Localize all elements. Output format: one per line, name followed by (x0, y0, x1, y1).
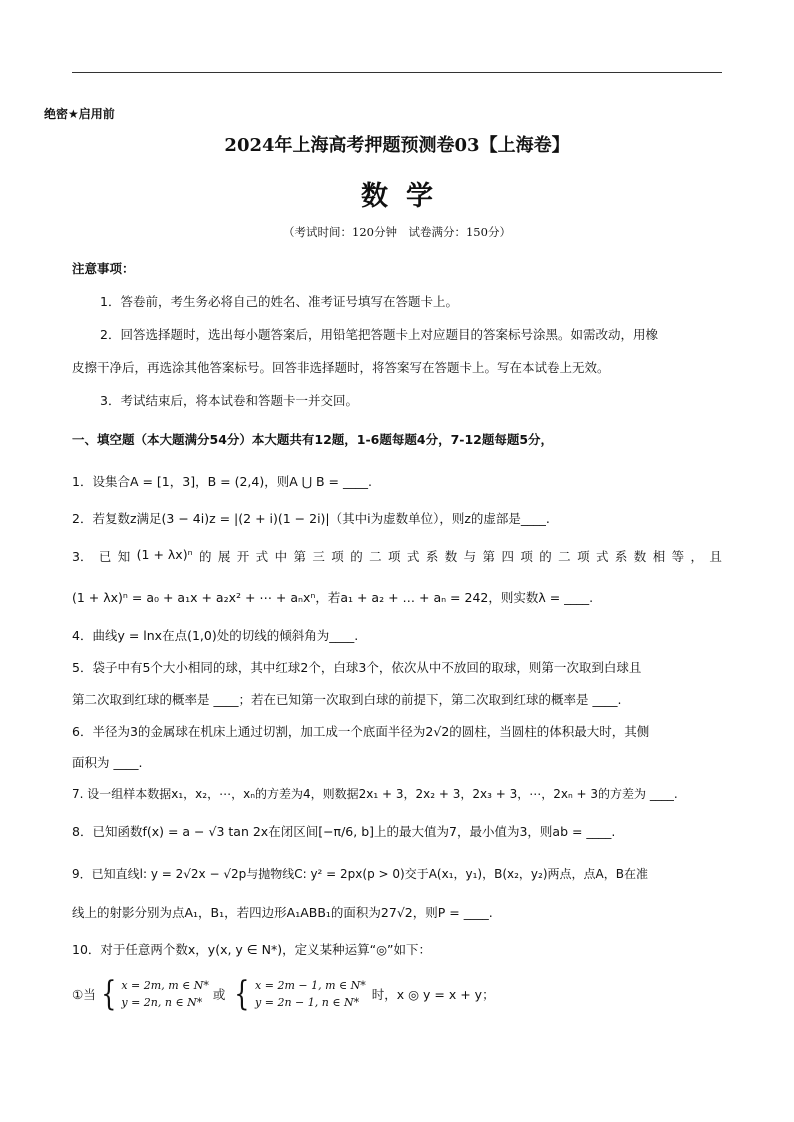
case-1b: y = 2n, n ∈ N* (121, 996, 203, 1009)
question-3-token: 式 (595, 549, 609, 564)
left-brace: { (100, 974, 117, 1014)
question-3-token: 项 (331, 549, 344, 564)
question-4: 4．曲线y = lnx在点(1,0)处的切线的倾斜角为____. (72, 628, 359, 643)
exam-info: （考试时间：120分钟 试卷满分：150分） (283, 225, 511, 239)
question-3-token: 数 (633, 549, 647, 564)
question-3-token: 的 (539, 549, 552, 564)
question-3-token: 数 (444, 549, 458, 564)
question-3-token: 二 (558, 549, 571, 564)
question-3-token: 中 (274, 549, 288, 564)
section-1-heading: 一、填空题（本大题满分54分）本大题共有12题，1-6题每题4分，7-12题每题5分， (72, 432, 554, 447)
question-3-token: (1 + λx)ⁿ (136, 547, 193, 562)
question-3-token: 项 (388, 549, 401, 564)
question-3-token: 系 (614, 549, 628, 564)
question-3-token: 已 (98, 549, 112, 564)
question-3-token: 且 (709, 549, 722, 564)
exam-title: 2024年上海高考押题预测卷03【上海卷】 (224, 135, 570, 156)
question-3-token: 第 (482, 549, 496, 564)
question-3-token: 开 (236, 549, 250, 564)
question-6-line1: 6．半径为3的金属球在机床上通过切割，加工成一个底面半径为2√2的圆柱，当圆柱的体积最大时，其侧 (72, 724, 650, 739)
question-3-token: 知 (117, 549, 131, 564)
question-3-line2: (1 + λx)ⁿ = a₀ + a₁x + a₂x² + ⋯ + aₙxⁿ，若a₁ + a₂ + … + aₙ = 242，则实数λ = ____. (72, 590, 594, 605)
question-1: 1．设集合A = [1，3]，B = (2,4)，则A ⋃ B = ____. (72, 474, 372, 489)
top-rule (72, 72, 722, 73)
question-2: 2．若复数z满足(3 − 4i)z = |(2 + i)(1 − 2i)|（其中i为虚数单位），则z的虚部是____. (72, 511, 550, 526)
question-10-rule-1 (72, 974, 495, 1014)
question-3-token: 三 (312, 549, 325, 564)
question-8: 8．已知函数f(x) = a − √3 tan 2x在闭区间[−π/6, b]上的最大值为7，最小值为3，则ab = ____. (72, 824, 616, 839)
question-3-token: 项 (577, 549, 590, 564)
question-3-token: 第 (293, 549, 306, 564)
question-3-token: ， (690, 549, 704, 564)
rule-prefix: ①当 (72, 987, 96, 1002)
question-3-token: 3． (72, 549, 93, 564)
secret-mark: 绝密★启用前 (44, 107, 115, 121)
question-3-token: 的 (198, 549, 212, 564)
case-2a: x = 2m − 1, m ∈ N* (255, 979, 366, 992)
question-7: 7. 设一组样本数据x₁，x₂，⋯，xₙ的方差为4，则数据2x₁ + 3，2x₂ + 3，2x₃ + 3，⋯，2xₙ + 3的方差为 ____. (72, 787, 678, 801)
question-3-token: 项 (520, 549, 533, 564)
case-group-1 (121, 977, 209, 1011)
question-3-token: 与 (463, 549, 477, 564)
notice-item-1: 1．答卷前，考生务必将自己的姓名、准考证号填写在答题卡上。 (100, 294, 458, 309)
question-3-token: 四 (501, 549, 514, 564)
rule-suffix: 时，x ◎ y = x + y； (371, 987, 495, 1002)
question-10-line1: 10．对于任意两个数x，y(x, y ∈ N*)，定义某种运算“◎”如下： (72, 942, 431, 957)
subject-title: 数学 (361, 181, 451, 212)
question-3-token: 的 (350, 549, 363, 564)
question-3-line1 (72, 547, 722, 565)
question-3-token: 式 (406, 549, 420, 564)
question-9-line2: 线上的射影分别为点A₁，B₁，若四边形A₁ABB₁的面积为27√2，则P = ____. (72, 905, 493, 920)
question-5-line1: 5．袋子中有5个大小相同的球，其中红球2个，白球3个，依次从中不放回的取球，则第一次取到白球且 (72, 660, 642, 675)
question-3-token: 式 (255, 549, 269, 564)
notice-heading: 注意事项： (72, 261, 135, 276)
case-2b: y = 2n − 1, n ∈ N* (255, 996, 360, 1009)
question-3-token: 二 (369, 549, 382, 564)
question-9-line1: 9．已知直线l: y = 2√2x − √2p与抛物线C: y² = 2px(p > 0)交于A(x₁，y₁)，B(x₂，y₂)两点，点A，B在准 (72, 867, 648, 881)
notice-item-2-line1: 2．回答选择题时，选出每小题答案后，用铅笔把答题卡上对应题目的答案标号涂黑。如需改动，用橡 (100, 327, 658, 342)
left-brace: { (234, 974, 250, 1014)
question-3-token: 展 (217, 549, 231, 564)
question-3-token: 等 (671, 549, 685, 564)
rule-or: 或 (212, 987, 226, 1002)
question-6-line2: 面积为 ____. (72, 755, 143, 770)
case-1a: x = 2m, m ∈ N* (121, 979, 209, 992)
question-3-token: 系 (425, 549, 439, 564)
question-5-line2: 第二次取到红球的概率是 ____；若在已知第一次取到白球的前提下，第二次取到红球的概率是 ____. (72, 692, 622, 707)
notice-item-2-line2: 皮擦干净后，再选涂其他答案标号。回答非选择题时，将答案写在答题卡上。写在本试卷上无效。 (72, 360, 610, 375)
case-group-2 (255, 977, 366, 1011)
question-3-token: 相 (652, 549, 666, 564)
notice-item-3: 3．考试结束后，将本试卷和答题卡一并交回。 (100, 393, 358, 408)
